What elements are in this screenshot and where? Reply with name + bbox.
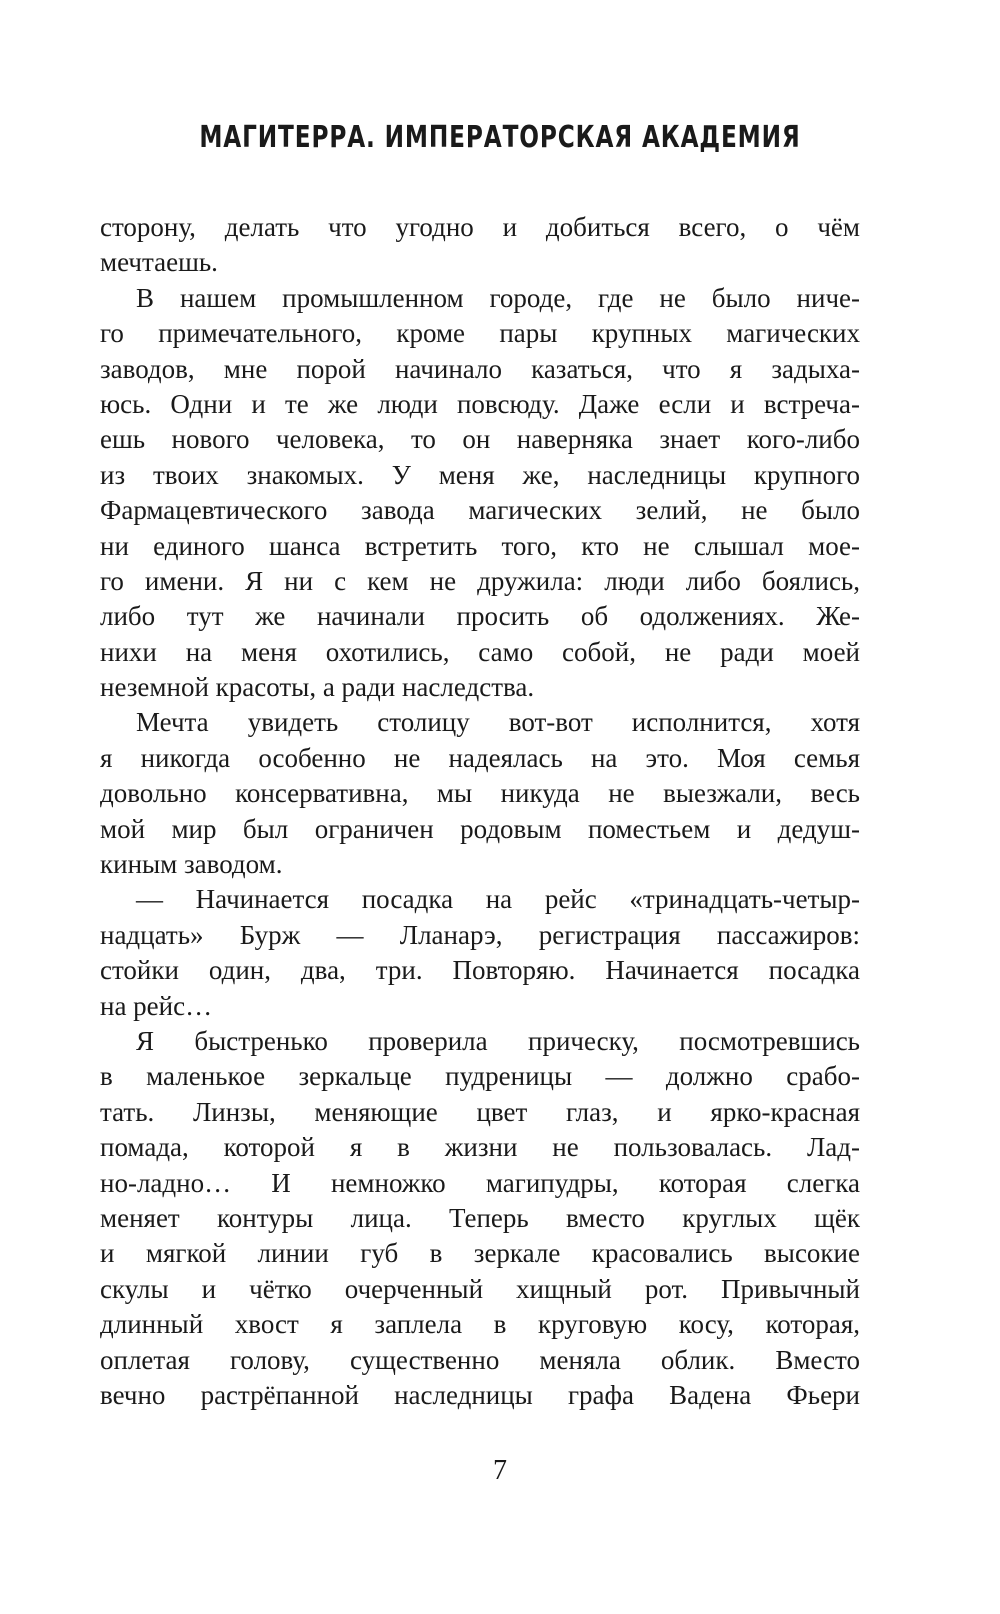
text-line: тать. Линзы, меняющие цвет глаз, и ярко-красная (100, 1096, 860, 1127)
text-line: В нашем промышленном городе, где не было ниче- (136, 282, 860, 313)
text-line: из твоих знакомых. У меня же, наследницы крупного (100, 459, 860, 490)
text-line: нихи на меня охотились, само собой, не ради моей (100, 636, 860, 667)
text-line: Мечта увидеть столицу вот-вот исполнится, хотя (136, 707, 860, 738)
text-line: юсь. Одни и те же люди повсюду. Даже если и встреча- (100, 388, 860, 419)
body-text (100, 210, 860, 1413)
text-line: го примечательного, кроме пары крупных магических (100, 318, 860, 349)
text-line: ни единого шанса встретить того, кто не слышал мое- (100, 530, 860, 561)
text-line: длинный хвост я заплела в круговую косу, которая, (100, 1309, 860, 1340)
page-number: 7 (493, 1455, 507, 1486)
text-line: оплетая голову, существенно меняла облик. Вместо (100, 1344, 860, 1375)
text-line: Я быстренько проверила прическу, посмотревшись (136, 1025, 860, 1056)
text-line: либо тут же начинали просить об одолжениях. Же- (100, 601, 860, 632)
text-line: надцать» Бурж — Лланарэ, регистрация пассажиров: (100, 919, 860, 950)
text-line: ешь нового человека, то он наверняка знает кого-либо (100, 424, 860, 455)
text-line: Фармацевтического завода магических зелий, не было (100, 495, 860, 526)
text-line: заводов, мне порой начинало казаться, что я задыха- (100, 353, 860, 384)
text-line: помада, которой я в жизни не пользовалась. Лад- (100, 1132, 860, 1163)
text-line: мечтаешь. (100, 247, 218, 278)
text-line: сторону, делать что угодно и добиться всего, о чём (100, 212, 860, 242)
text-line: мой мир был ограничен родовым поместьем и дедуш- (100, 813, 860, 844)
running-header: МАГИТЕРРА. ИМПЕРАТОРСКАЯ АКАДЕМИЯ (199, 120, 801, 155)
text-line: и мягкой линии губ в зеркале красовались высокие (100, 1238, 860, 1269)
text-line: — Начинается посадка на рейс «тринадцать-четыр- (136, 884, 860, 915)
text-line: я никогда особенно не надеялась на это. Моя семья (100, 742, 860, 773)
text-line: довольно консервативна, мы никуда не выезжали, весь (100, 778, 860, 809)
text-line: но-ладно… И немножко магипудры, которая слегка (100, 1167, 860, 1198)
text-line: киным заводом. (100, 849, 283, 880)
text-line: неземной красоты, а ради наследства. (100, 672, 535, 703)
text-line: в маленькое зеркальце пудреницы — должно срабо- (100, 1061, 860, 1092)
text-line: на рейс… (100, 990, 213, 1021)
text-line: скулы и чётко очерченный хищный рот. Привычный (100, 1273, 860, 1304)
text-line: стойки один, два, три. Повторяю. Начинается посадка (100, 955, 860, 986)
text-line: го имени. Я ни с кем не дружила: люди либо боялись, (100, 565, 860, 596)
text-line: меняет контуры лица. Теперь вместо круглых щёк (100, 1202, 860, 1233)
text-line: вечно растрёпанной наследницы графа Вадена Фьери (100, 1379, 860, 1410)
